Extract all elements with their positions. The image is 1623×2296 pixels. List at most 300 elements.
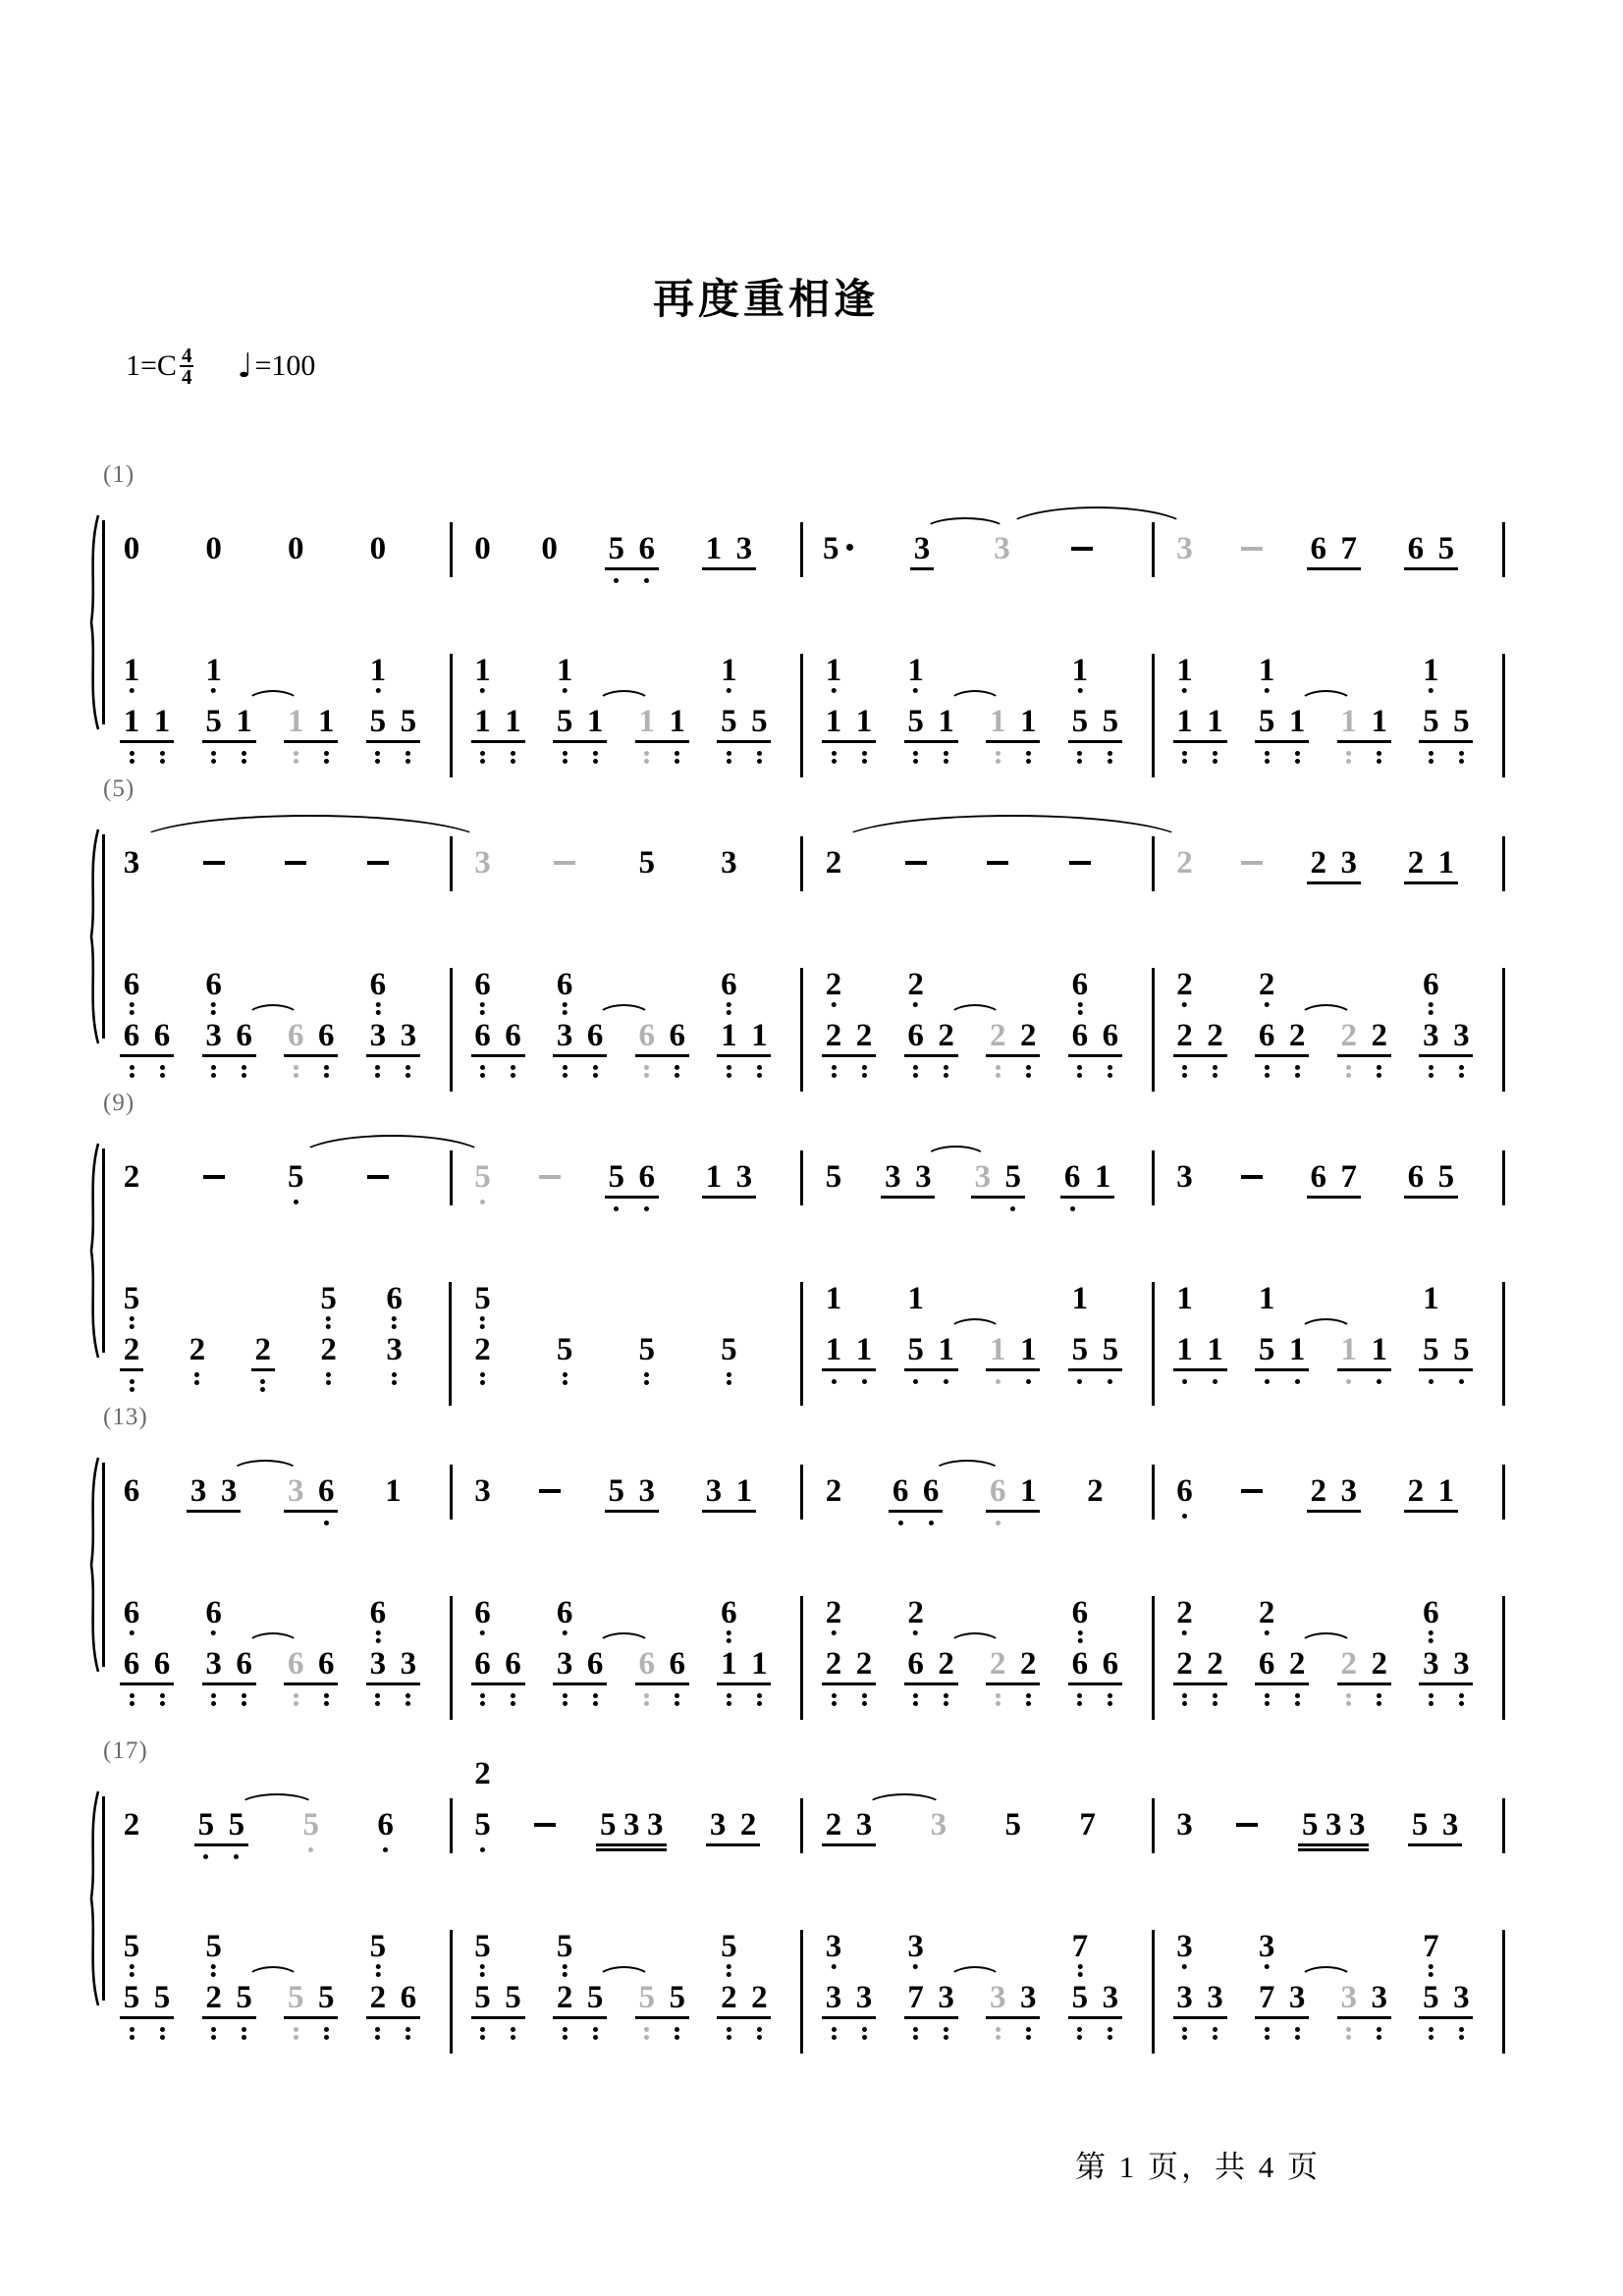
note-digit-row xyxy=(1341,705,1358,738)
beat-group xyxy=(300,1808,322,1852)
note-digit-row xyxy=(1176,532,1193,565)
note-cell xyxy=(1205,1019,1226,1078)
melody-line xyxy=(113,1437,1517,1569)
octave-dot xyxy=(675,1693,679,1698)
note-digit-row xyxy=(288,705,304,738)
chord-upper-octave-dots xyxy=(913,688,918,704)
note-digit: 2 xyxy=(1407,1473,1425,1509)
octave-dot xyxy=(563,1010,568,1015)
note-cell xyxy=(1174,1474,1196,1519)
octave-dot xyxy=(480,1073,485,1078)
note-digit: 5 xyxy=(608,1473,624,1509)
note-digit-row xyxy=(670,1981,686,2014)
note-cell xyxy=(584,1981,606,2040)
note-cell xyxy=(636,846,658,880)
dash-glyph xyxy=(1069,861,1091,865)
octave-dot xyxy=(480,2035,485,2040)
note-digit-row xyxy=(288,1474,304,1508)
note-digit: 6 xyxy=(153,1018,171,1053)
octave-dots-below xyxy=(375,751,380,764)
octave-dot xyxy=(996,1693,1001,1698)
beat-group xyxy=(1174,1160,1196,1194)
note-digit: 6 xyxy=(907,1646,924,1682)
octave-dot xyxy=(862,2027,867,2032)
dash-glyph xyxy=(1241,861,1263,865)
note-digit-row xyxy=(1095,1160,1111,1194)
chord-upper-note xyxy=(124,1282,140,1332)
octave-dot xyxy=(211,1972,216,1977)
note-digit: 3 xyxy=(855,1980,873,2015)
chord-upper-note xyxy=(474,968,491,1018)
beat-group xyxy=(1084,1474,1106,1508)
note-digit-row xyxy=(505,1019,521,1052)
beat-group xyxy=(1174,653,1226,764)
beat-group xyxy=(1174,1808,1196,1842)
octave-dot xyxy=(644,2027,649,2032)
note-digit: 7 xyxy=(907,1980,924,2015)
note-digit: 2 xyxy=(1176,1646,1193,1682)
octave-dot xyxy=(832,1630,837,1635)
beat-group xyxy=(1174,846,1196,880)
note-cell xyxy=(554,967,575,1078)
beam-line xyxy=(904,1682,958,1685)
note-digit: 5 xyxy=(1258,704,1275,739)
chord-upper-note xyxy=(370,968,387,1018)
barline xyxy=(800,1596,803,1720)
note-digit: 1 xyxy=(1340,704,1357,739)
beat-group xyxy=(703,1160,755,1194)
beam-line xyxy=(1404,881,1458,884)
note-digit: 6 xyxy=(153,1646,171,1682)
note-cell xyxy=(1205,1647,1226,1706)
system xyxy=(83,1404,1517,1763)
note-digit-row xyxy=(1341,1474,1358,1508)
note-digit: 2 xyxy=(1087,1473,1104,1509)
note-cell xyxy=(1061,1160,1083,1211)
octave-dot xyxy=(1265,1073,1270,1078)
chord-upper-digit: 5 xyxy=(205,1929,222,1964)
note-cell xyxy=(121,532,142,565)
note-digit: 3 xyxy=(1176,1807,1193,1842)
octave-dot xyxy=(1459,1693,1464,1698)
octave-dots-below xyxy=(727,2027,731,2040)
octave-dot xyxy=(130,1073,135,1078)
note-cell xyxy=(503,1981,524,2040)
note-digit-row xyxy=(1020,705,1037,738)
octave-dot xyxy=(832,1701,837,1706)
chord-upper-digit: 3 xyxy=(825,1929,842,1964)
note-cell xyxy=(905,1929,927,2040)
barline xyxy=(800,1930,803,2054)
note-digit-row xyxy=(1372,1333,1388,1366)
note-digit-row xyxy=(736,532,753,565)
note-cell xyxy=(853,1808,875,1842)
beat-group xyxy=(890,1474,942,1525)
note-cell xyxy=(987,1647,1008,1706)
octave-dot xyxy=(1429,1002,1434,1007)
note-cell xyxy=(398,1981,419,2040)
note-digit: 6 xyxy=(236,1018,252,1053)
barline xyxy=(800,1465,803,1520)
note-digit: 1 xyxy=(1288,704,1306,739)
chord-upper-digit: 1 xyxy=(1258,1281,1275,1316)
note-digit: 3 xyxy=(1340,1980,1357,2015)
octave-dots-below xyxy=(203,1854,208,1859)
beat-group xyxy=(1174,1595,1226,1706)
octave-dot xyxy=(130,1324,135,1329)
note-digit: 2 xyxy=(721,1980,737,2015)
note-digit-row xyxy=(288,1160,304,1194)
octave-dots-below xyxy=(913,751,918,764)
beat-group xyxy=(1338,1981,1390,2040)
octave-dot xyxy=(1295,1701,1300,1706)
note-digit: 3 xyxy=(1020,1980,1037,2015)
note-digit: 5 xyxy=(1004,1807,1021,1842)
note-digit: 3 xyxy=(288,1473,304,1509)
octave-dot xyxy=(392,1380,397,1385)
note-digit-row xyxy=(721,705,737,738)
note-cell xyxy=(823,1808,844,1842)
beam-line xyxy=(1173,740,1227,743)
chord-upper-digit: 2 xyxy=(1258,1595,1275,1630)
octave-dot xyxy=(1182,2035,1187,2040)
beat-group xyxy=(1069,653,1121,764)
measure xyxy=(464,532,816,626)
octave-dot xyxy=(913,1693,918,1698)
chord-upper-digit: 6 xyxy=(386,1281,403,1316)
beat-group xyxy=(606,1474,658,1508)
note-digit: 3 xyxy=(1325,1807,1342,1842)
chord-upper-digit: 6 xyxy=(123,967,140,1002)
note-digit: 3 xyxy=(1441,1807,1459,1842)
note-digit: 2 xyxy=(123,1807,140,1842)
octave-dot xyxy=(944,2027,948,2032)
octave-dot xyxy=(260,1387,265,1392)
octave-dot xyxy=(1077,1972,1082,1977)
octave-dot xyxy=(1377,1693,1381,1698)
chord-upper-note xyxy=(1176,968,1193,1018)
note-digit: 5 xyxy=(153,1980,171,2015)
note-digit-row xyxy=(1453,1019,1470,1052)
octave-dots-below xyxy=(1108,2027,1112,2040)
beat-group xyxy=(1338,1333,1390,1384)
octave-dot xyxy=(130,1630,135,1635)
octave-dot xyxy=(1295,1065,1300,1070)
chord-upper-note xyxy=(1072,1596,1089,1646)
octave-dot xyxy=(480,2027,485,2032)
chord-upper-octave-dots xyxy=(1265,1002,1270,1018)
note-cell xyxy=(539,532,561,565)
note-digit: 0 xyxy=(541,531,558,566)
note-cell xyxy=(987,1474,1008,1525)
note-cell xyxy=(972,1160,994,1211)
octave-dot xyxy=(1077,1701,1082,1706)
octave-dots-below xyxy=(324,1521,329,1525)
chord-upper-octave-dots xyxy=(563,1964,568,1980)
octave-dot xyxy=(944,759,948,764)
octave-dot xyxy=(1077,1630,1082,1635)
note-digit-row xyxy=(474,1981,491,2014)
note-cell xyxy=(1338,1160,1360,1194)
note-digit-row xyxy=(1341,1019,1358,1052)
chord-upper-octave-dots xyxy=(1182,688,1187,704)
note-cell xyxy=(1017,705,1039,764)
beat-group xyxy=(636,1019,688,1078)
measure xyxy=(113,1808,464,1902)
beam-line xyxy=(1419,740,1473,743)
octave-dot xyxy=(832,2027,837,2032)
beam-line xyxy=(471,1054,525,1057)
octave-dot xyxy=(1377,2035,1381,2040)
octave-dot xyxy=(130,1387,135,1392)
beat-group xyxy=(823,1281,875,1384)
octave-dot xyxy=(563,2035,568,2040)
note-cell xyxy=(936,1333,957,1384)
octave-dot xyxy=(1026,1073,1031,1078)
note-cell xyxy=(121,653,142,764)
note-cell xyxy=(1205,705,1226,764)
note-digit-row xyxy=(303,1808,320,1842)
octave-dot xyxy=(1265,2035,1270,2040)
key-prefix: 1=C xyxy=(126,349,177,382)
beam-line xyxy=(553,2016,607,2019)
chord-upper-note xyxy=(907,1930,924,1980)
octave-dot xyxy=(913,1002,918,1007)
note-digit: 2 xyxy=(751,1980,768,2015)
note-digit-row xyxy=(1176,1647,1193,1681)
time-signature xyxy=(180,346,194,387)
note-cell xyxy=(1439,1808,1461,1842)
note-digit-row xyxy=(288,1647,304,1681)
octave-dot xyxy=(757,2027,762,2032)
octave-dot xyxy=(563,688,568,693)
dash-note xyxy=(905,846,927,865)
beat-group xyxy=(911,532,933,565)
note-digit-row xyxy=(236,1647,252,1681)
octave-dots-below xyxy=(1182,751,1187,764)
measure xyxy=(1166,1808,1518,1902)
note-digit-row xyxy=(706,1160,723,1194)
octave-dot xyxy=(324,759,329,764)
note-digit-row xyxy=(938,1647,954,1681)
note-digit-row xyxy=(1176,846,1193,880)
beat-group xyxy=(1409,1808,1461,1842)
note-digit: 2 xyxy=(1371,1018,1387,1053)
note-digit-row xyxy=(587,1981,604,2014)
note-digit: 1 xyxy=(721,1646,737,1682)
barline xyxy=(449,1282,452,1406)
beam-line xyxy=(1404,1196,1458,1199)
chord-upper-note xyxy=(826,1596,842,1646)
octave-dot xyxy=(757,1693,762,1698)
octave-dots-below xyxy=(242,1065,246,1078)
octave-dot xyxy=(480,1372,485,1377)
note-digit: 3 xyxy=(855,1807,873,1842)
beat-group xyxy=(203,1595,255,1706)
note-digit: 6 xyxy=(638,1646,655,1682)
octave-dot xyxy=(1026,2035,1031,2040)
beam-line xyxy=(202,1054,256,1057)
octave-dot xyxy=(1182,1379,1187,1384)
dash-glyph xyxy=(539,1175,561,1179)
note-cell xyxy=(718,967,739,1078)
chord-upper-digit: 2 xyxy=(825,967,842,1002)
octave-dot xyxy=(1213,1379,1217,1384)
octave-dots-below xyxy=(1077,2027,1082,2040)
octave-dot xyxy=(1182,1514,1187,1519)
octave-dot xyxy=(1346,1701,1351,1706)
chord-upper-digit: 5 xyxy=(369,1929,387,1964)
note-digit: 2 xyxy=(990,1646,1006,1682)
note-digit: 7 xyxy=(1079,1807,1096,1842)
note-digit: 3 xyxy=(990,1980,1006,2015)
note-cell xyxy=(1100,1333,1121,1384)
note-cell xyxy=(890,1474,911,1525)
chord-upper-digit: 6 xyxy=(1423,1595,1439,1630)
octave-dots-below xyxy=(727,1065,731,1078)
beam-line xyxy=(1255,1682,1309,1685)
chord-upper-note xyxy=(1176,654,1193,704)
beat-group xyxy=(987,1474,1039,1525)
octave-dot xyxy=(832,1065,837,1070)
octave-dot xyxy=(480,1324,485,1329)
octave-dots-below xyxy=(996,751,1001,764)
note-digit-row xyxy=(938,1019,954,1052)
note-digit: 1 xyxy=(705,1159,723,1195)
barline xyxy=(1502,1150,1505,1205)
beam-line xyxy=(553,1054,607,1057)
octave-dot xyxy=(727,2027,731,2032)
note-digit-row xyxy=(609,1474,625,1508)
octave-dots-below xyxy=(392,1372,397,1385)
chord-upper-note xyxy=(124,1930,140,1980)
beam-line xyxy=(596,1848,667,1851)
measure xyxy=(1166,1160,1518,1255)
octave-dots-below xyxy=(1108,1379,1112,1384)
dash-glyph xyxy=(1241,1175,1263,1179)
note-digit: 2 xyxy=(739,1807,757,1842)
octave-dot xyxy=(406,1701,410,1706)
barline xyxy=(1502,654,1505,777)
octave-dots-below xyxy=(294,1693,298,1706)
octave-dot xyxy=(1265,1693,1270,1698)
note-digit: 6 xyxy=(638,1159,655,1195)
beat-group xyxy=(823,1929,875,2040)
note-digit: 1 xyxy=(586,704,604,739)
octave-dot xyxy=(1108,759,1112,764)
note-digit: 1 xyxy=(1094,1159,1111,1195)
note-digit-row xyxy=(710,1808,727,1842)
note-digit-row xyxy=(474,705,491,738)
note-digit: 5 xyxy=(236,1980,252,2015)
octave-dot xyxy=(757,1073,762,1078)
note-cell xyxy=(911,532,933,565)
octave-dots-below xyxy=(480,2027,485,2040)
note-digit: 5 xyxy=(228,1807,245,1842)
note-digit-row xyxy=(938,1981,954,2014)
note-cell xyxy=(597,1808,619,1842)
octave-dots-below xyxy=(644,2027,649,2040)
octave-dot xyxy=(675,1701,679,1706)
octave-dot xyxy=(913,2027,918,2032)
note-digit-row xyxy=(914,532,931,565)
chord-upper-digit: 6 xyxy=(474,1595,491,1630)
octave-dots-below xyxy=(1295,1379,1300,1384)
chord-upper-note xyxy=(557,1930,573,1980)
barline xyxy=(1152,1798,1155,1853)
octave-dot xyxy=(1295,1073,1300,1078)
note-digit: 3 xyxy=(974,1159,991,1195)
beat-group xyxy=(928,1808,949,1842)
octave-dots-below xyxy=(1346,751,1351,764)
measure xyxy=(815,1160,1166,1255)
octave-dot xyxy=(242,1693,246,1698)
beat-group xyxy=(195,1808,247,1859)
octave-dot xyxy=(593,751,598,756)
octave-dot xyxy=(160,2027,165,2032)
octave-dots-below xyxy=(913,1065,918,1078)
chord-upper-digit: 1 xyxy=(907,653,924,688)
note-cell xyxy=(823,1160,844,1194)
octave-dot xyxy=(757,1065,762,1070)
octave-dots-below xyxy=(160,1065,165,1078)
note-digit-row xyxy=(370,705,387,738)
note-digit: 2 xyxy=(1407,845,1425,881)
octave-dot xyxy=(326,1324,331,1329)
octave-dot xyxy=(160,1693,165,1698)
note-digit-row xyxy=(990,1474,1006,1508)
brace-column xyxy=(83,1771,113,2097)
octave-dots-below xyxy=(1346,2027,1351,2040)
beat-group xyxy=(718,1929,770,2040)
note-digit: 3 xyxy=(1453,1646,1470,1682)
octave-dots-below xyxy=(593,1065,598,1078)
beat-group xyxy=(121,1474,142,1508)
note-cell xyxy=(1002,1160,1024,1211)
beat-group xyxy=(121,1595,173,1706)
note-digit-row xyxy=(1072,705,1089,738)
octave-dot xyxy=(1377,1073,1381,1078)
beam-line xyxy=(120,740,174,743)
octave-dot xyxy=(675,759,679,764)
note-cell xyxy=(1338,846,1360,880)
octave-dots-below xyxy=(1265,1693,1270,1706)
note-cell xyxy=(733,532,755,565)
note-cell xyxy=(554,1595,575,1706)
octave-dot xyxy=(929,1521,934,1525)
note-digit-row xyxy=(609,1160,625,1194)
note-digit-row xyxy=(1423,705,1439,738)
note-cell xyxy=(748,1981,770,2040)
beat-group xyxy=(203,967,255,1078)
octave-dot xyxy=(1346,1379,1351,1384)
note-cell xyxy=(472,1756,494,1852)
note-digit: 2 xyxy=(320,1332,337,1367)
octave-dot xyxy=(480,1972,485,1977)
chord-upper-note xyxy=(1176,1596,1193,1646)
note-digit-row xyxy=(377,1808,394,1842)
note-digit-row xyxy=(1453,1981,1470,2014)
note-digit: 5 xyxy=(586,1980,604,2015)
note-digit-row xyxy=(823,532,853,565)
note-digit: 2 xyxy=(123,1332,140,1367)
chord-upper-octave-dots xyxy=(1265,688,1270,704)
note-digit: 6 xyxy=(922,1473,940,1509)
accompaniment-line xyxy=(113,1928,1517,2097)
note-digit-row xyxy=(505,705,521,738)
octave-dot xyxy=(913,1701,918,1706)
beam-line xyxy=(706,1843,760,1846)
